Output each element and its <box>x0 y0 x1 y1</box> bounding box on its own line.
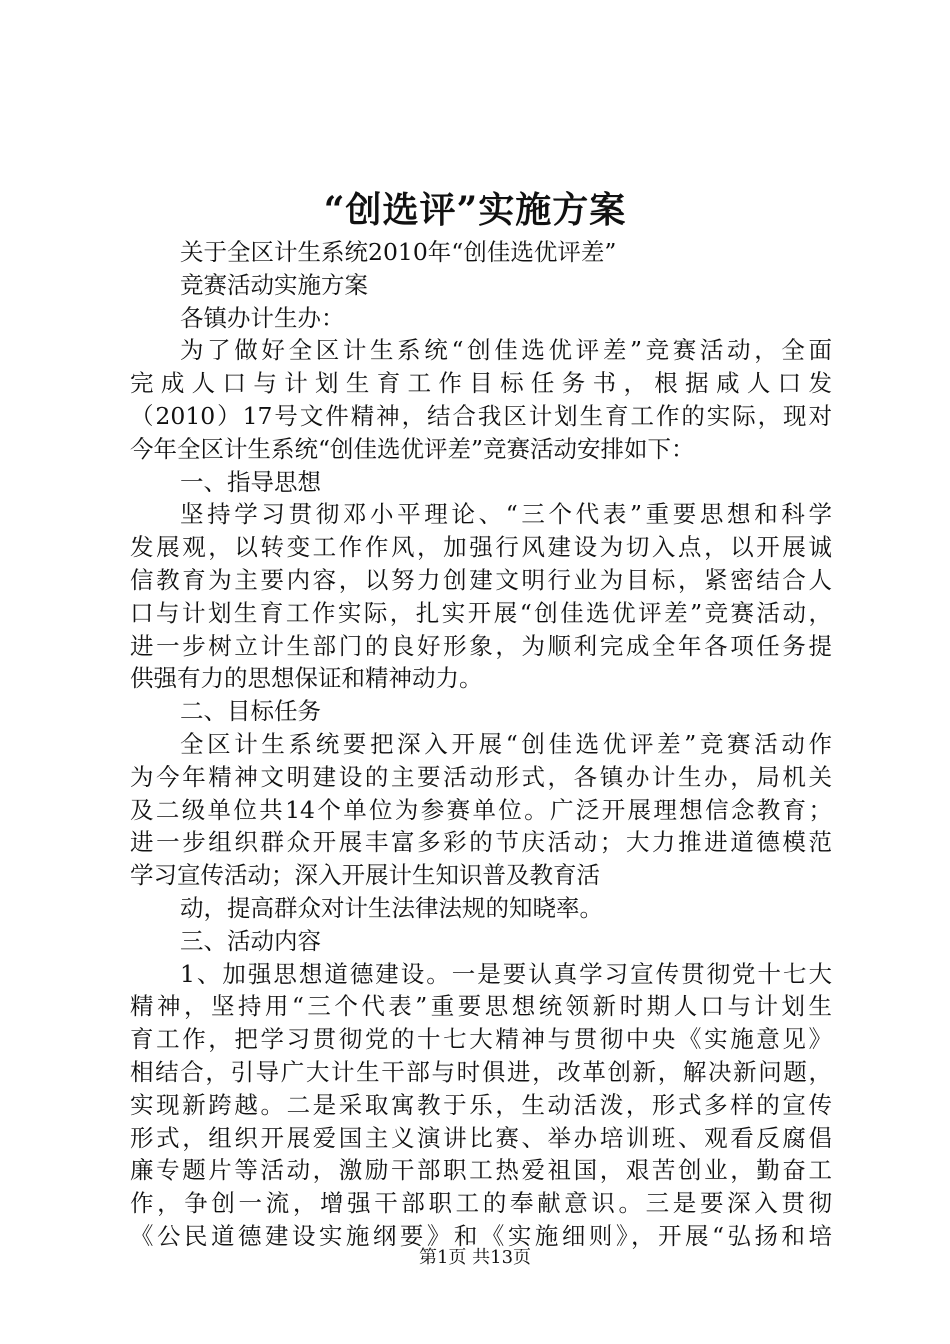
paragraph-line: 二、目标任务 <box>180 697 321 726</box>
paragraph-line: 一、指导思想 <box>180 467 321 496</box>
paragraph-line: 动，提高群众对计生法律法规的知晓率。 <box>180 893 603 922</box>
paragraph-line: 育工作，把学习贯彻党的十七大精神与贯彻中央《实施意见》 <box>130 1025 832 1054</box>
paragraph-line: 及二级单位共14个单位为参赛单位。广泛开展理想信念教育； <box>130 795 832 824</box>
paragraph-line: 进一步组织群众开展丰富多彩的节庆活动；大力推进道德模范 <box>130 828 832 857</box>
paragraph-line: 坚持学习贯彻邓小平理论、“三个代表”重要思想和科学 <box>180 500 832 529</box>
paragraph-line: 学习宣传活动；深入开展计生知识普及教育活 <box>130 861 600 890</box>
paragraph-line: 完成人口与计划生育工作目标任务书，根据咸人口发 <box>130 369 832 398</box>
paragraph-line: 全区计生系统要把深入开展“创佳选优评差”竞赛活动作 <box>180 729 832 758</box>
paragraph-line: 相结合，引导广大计生干部与时俱进，改革创新，解决新问题， <box>130 1057 832 1086</box>
paragraph-line: 供强有力的思想保证和精神动力。 <box>130 664 483 693</box>
paragraph-line: 实现新跨越。二是采取寓教于乐，生动活泼，形式多样的宣传 <box>130 1090 832 1119</box>
paragraph-line: 信教育为主要内容，以努力创建文明行业为目标，紧密结合人 <box>130 565 832 594</box>
paragraph-line: 为了做好全区计生系统“创佳选优评差”竞赛活动，全面 <box>180 336 832 365</box>
paragraph-line: 竞赛活动实施方案 <box>180 270 368 299</box>
document-title: “创选评”实施方案 <box>323 189 627 231</box>
paragraph-line: 精神，坚持用“三个代表”重要思想统领新时期人口与计划生 <box>130 992 832 1021</box>
paragraph-line: （2010）17号文件精神，结合我区计划生育工作的实际，现对 <box>130 401 832 430</box>
paragraph-line: 1、加强思想道德建设。一是要认真学习宣传贯彻党十七大 <box>180 959 832 988</box>
paragraph-line: 形式，组织开展爱国主义演讲比赛、举办培训班、观看反腐倡 <box>130 1123 832 1152</box>
page-number: 第1页 共13页 <box>418 1247 532 1268</box>
document-body <box>130 236 832 1253</box>
paragraph-line: 《公民道德建设实施纲要》和《实施细则》，开展“弘扬和培 <box>130 1221 832 1250</box>
paragraph-line: 关于全区计生系统2010年“创佳选优评差” <box>180 238 617 266</box>
paragraph-line: 进一步树立计生部门的良好形象，为顺利完成全年各项任务提 <box>130 631 832 660</box>
paragraph-line: 廉专题片等活动，激励干部职工热爱祖国，艰苦创业，勤奋工 <box>130 1156 832 1185</box>
paragraph-line: 三、活动内容 <box>180 926 321 955</box>
paragraph-line: 为今年精神文明建设的主要活动形式，各镇办计生办，局机关 <box>130 762 832 791</box>
paragraph-line: 作，争创一流，增强干部职工的奉献意识。三是要深入贯彻 <box>130 1189 832 1218</box>
paragraph-line: 各镇办计生办： <box>180 303 345 332</box>
paragraph-line: 口与计划生育工作实际，扎实开展“创佳选优评差”竞赛活动， <box>130 598 832 627</box>
paragraph-line: 发展观，以转变工作作风，加强行风建设为切入点，以开展诚 <box>130 533 832 562</box>
paragraph-line: 今年全区计生系统“创佳选优评差”竞赛活动安排如下： <box>130 434 695 463</box>
